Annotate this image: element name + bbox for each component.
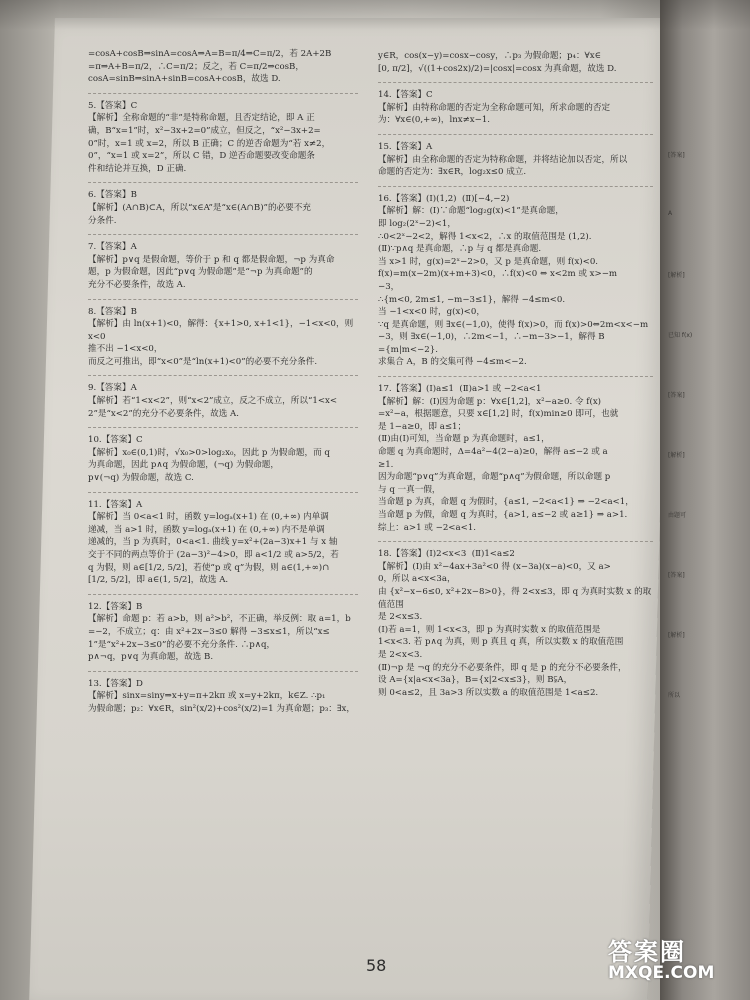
answer-item-q8 [88,306,358,369]
answer-line: 【解析】由特称命题的否定为全称命题可知，所求命题的否定 [378,102,611,113]
answer-line: [1/2, 5/2]，即 a∈(1, 5/2]，故选 A. [88,575,229,586]
answer-line: 递减，当 a>1 时，函数 y=logₐ(x+1) 在 (0,+∞) 内不是单调 [88,524,325,535]
adjacent-page-text: [解析] [668,272,685,279]
watermark-url: MXQE.COM [608,963,715,983]
answer-line: 【解析】命题 p：若 a>b，则 a²>b²，不正确，举反例：取 a=1，b [88,614,351,625]
answer-line: 15.【答案】A [378,141,433,152]
answer-line: q 为假，则 a∈[1/2, 5/2]，若使“p 或 q”为假，则 a∈(1,+∞)∩ [88,562,330,573]
answer-line: 【解析】当 0<a<1 时，函数 y=logₐ(x+1) 在 (0,+∞) 内单调 [88,512,329,523]
item-separator [378,134,653,135]
answer-line: 1<x<3. 若 p∧q 为真，则 p 真且 q 真，所以实数 x 的取值范围 [378,637,624,648]
answer-line: (Ⅱ)∵p∧q 是真命题，∴p 与 q 都是真命题. [378,244,542,255]
answer-line: 综上：a>1 或 −2<a<1. [378,522,477,533]
item-separator [378,82,653,83]
answer-item-q15 [378,141,653,179]
item-separator [88,299,358,300]
answer-line: 【解析】x₀∈(0,1)时，√x₀>0>log₂x₀，因此 p 为假命题，而 q [88,447,330,458]
answer-line: 当 x>1 时，g(x)=2ˣ−2>0，又 p 是真命题，则 f(x)<0. [378,256,599,267]
item-separator [88,375,358,376]
item-separator [378,186,653,187]
answer-item-q12 [88,601,358,664]
answer-line: 充分不必要条件，故选 A. [88,279,186,290]
answer-item-q6 [88,189,358,227]
answer-line: 8.【答案】B [88,306,137,317]
answer-line: 0，所以 a<x<3a， [378,574,456,585]
answer-line: (Ⅱ)¬p 是 ¬q 的充分不必要条件，即 q 是 p 的充分不必要条件， [378,662,627,673]
adjacent-page-text: [答案] [668,572,685,579]
answer-line: ∴0<2ˣ−2<2，解得 1<x<2，∴x 的取值范围是 (1,2). [378,231,592,242]
item-separator [88,492,358,493]
answer-line: (Ⅱ)由(Ⅰ)可知，当命题 p 为真命题时，a≤1， [378,434,550,445]
answer-item-q9 [88,382,358,420]
answer-item-q10 [88,434,358,484]
answer-line: =π⇒A+B=π/2，∴C=π/2；反之，若 C=π/2⇒cosB， [88,61,304,72]
answer-line: =−2，不成立；q：由 x²+2x−3≤0 解得 −3≤x≤1，所以“x≤ [88,626,330,637]
item-separator [88,182,358,183]
adjacent-page-text: 所以 [668,692,681,699]
answer-line: 11.【答案】A [88,499,143,510]
answer-line: 【解析】全称命题的“非”是特称命题，且否定结论，即 A 正 [88,113,315,124]
right-column [378,50,653,706]
answer-line: 当 −1<x<0 时，g(x)<0， [378,307,485,318]
answer-line: 为真命题，因此 p∧q 为假命题，(¬q) 为假命题， [88,460,279,471]
item-separator [88,594,358,595]
answer-line: 【解析】p∨q 是假命题，等价于 p 和 q 都是假命题，¬p 为真命 [88,254,335,265]
answer-line: 14.【答案】C [378,90,433,101]
answer-line: 13.【答案】D [88,678,143,689]
answer-line: 确，B“x=1”时，x²−3x+2=0”成立，但反之，“x²−3x+2= [88,125,321,136]
answer-line: 18.【答案】(Ⅰ)2<x<3 (Ⅱ)1<a≤2 [378,549,515,560]
answer-item-q7 [88,241,358,291]
answer-line: 16.【答案】(Ⅰ)(1,2) (Ⅱ)[−4,−2) [378,193,510,204]
top-shadow [0,0,750,30]
answer-line: 交于不同的两点等价于 (2a−3)²−4>0，即 a<1/2 或 a>5/2，若 [88,550,339,560]
answer-line: 递减的，当 p 为真时，0<a<1. 曲线 y=x²+(2a−3)x+1 与 x 轴 [88,537,338,548]
answer-line: 命题的否定为：∃x∈R，log₂x≤0 成立. [378,167,527,178]
answer-line: 当命题 p 为假，命题 q 为真时，{a>1, a≤−2 或 a≥1} ⇒ a>1. [378,510,628,520]
answer-line: =cosA+cosB⇒sinA=cosA⇒A=B=π/4⇒C=π/2，若 2A+2B [88,49,332,59]
adjacent-page-text: [答案] [668,152,685,159]
item-separator [88,93,358,94]
item-separator [378,541,653,542]
answer-line: y∈R，cos(x−y)=cosx−cosy，∴p₃ 为假命题；p₄：∀x∈ [378,51,601,61]
answer-item-q5 [88,100,358,176]
item-separator [88,671,358,672]
answer-line: 1”是“x²+2x−3≤0”的必要不充分条件. ∴p∧q， [88,639,276,650]
answer-line: 7.【答案】A [88,242,137,253]
answer-line: −3，则 ∃x∈(−1,0)，∴2m<−1，∴−m−3>−1，解得 B [378,332,605,343]
answer-item-q16 [378,193,653,369]
adjacent-page-text: [答案] [668,392,685,399]
answer-line: 件和结论并互换，D 正确. [88,163,187,174]
answer-line: 6.【答案】B [88,190,137,201]
item-separator [88,234,358,235]
answer-line: 10.【答案】C [88,435,143,446]
answer-line: 因为命题“p∨q”为真命题，命题“p∧q”为假命题，所以命题 p [378,472,611,483]
item-separator [88,427,358,428]
answer-line: 求集合 A，B 的交集可得 −4≤m<−2. [378,357,527,368]
answer-line: 【解析】解：(Ⅰ)因为命题 p：∀x∈[1,2]，x²−a≥0. 令 f(x) [378,396,602,407]
answer-item-q14 [378,89,653,127]
answer-line: 2”是“x<2”的充分不必要条件，故选 A. [88,408,239,419]
answer-item-cont-13 [378,50,653,75]
answer-line: 5.【答案】C [88,100,138,111]
answer-line: 【解析】(Ⅰ)由 x²−4ax+3a²<0 得 (x−3a)(x−a)<0，又 a> [378,561,611,572]
adjacent-page-text: [解析] [668,632,685,639]
answer-line: p∨(¬q) 为假命题，故选 C. [88,473,194,484]
adjacent-page-text: A [668,210,673,217]
answer-line: 分条件. [88,215,117,226]
answer-line: 0”时，x=1 或 x=2，所以 B 正确；C 的逆否命题为“若 x≠2， [88,138,331,149]
answer-line: ∵q 是真命题，则 ∃x∈(−1,0)，使得 f(x)>0，而 f(x)>0⇔2m<x<−m [378,319,649,330]
answer-line: 推不出 −1<x<0， [88,344,163,355]
answer-line: cosA=sinB⇒sinA+sinB=cosA+cosB，故选 D. [88,74,281,85]
answer-line: [0, π/2]，√((1+cos2x)/2)=|cosx|=cosx 为真命题，故选 D. [378,63,617,74]
answer-line: −3， [378,281,400,292]
answer-line: 即 log₂(2ˣ−2)<1， [378,218,456,229]
answer-line: 命题 q 为真命题时，Δ=4a²−4(2−a)≥0，解得 a≤−2 或 a [378,447,608,458]
left-column [88,48,358,723]
answer-line: 【解析】由全称命题的否定为特称命题，并将结论加以否定，所以 [378,154,628,165]
answer-line: 【解析】sinx=siny⇒x+y=π+2kπ 或 x=y+2kπ，k∈Z. ∴p₁ [88,691,326,702]
answer-line: ≥1. [378,459,394,470]
page-number: 58 [366,956,387,975]
answer-line: 【解析】解：(Ⅰ)∵命题“log₂g(x)<1”是真命题， [378,206,564,217]
answer-line: 当命题 p 为真，命题 q 为假时，{a≤1, −2<a<1} ⇒ −2<a<1， [378,497,634,508]
watermark-logo [608,932,746,992]
answer-line: 与 q 一真一假， [378,484,441,495]
answer-line: 17.【答案】(Ⅰ)a≤1 (Ⅱ)a>1 或 −2<a<1 [378,384,542,395]
answer-line: 是 1−a≥0，即 a≤1； [378,421,467,432]
answer-line: 则 0<a≤2，且 3a>3 所以实数 a 的取值范围是 1<a≤2. [378,687,599,698]
answer-line: f(x)=m(x−2m)(x+m+3)<0，∴f(x)<0 ⇔ x<2m 或 x>−m [378,269,618,280]
answer-line: 题，p 为假命题，因此“p∨q 为假命题”是“¬p 为真命题”的 [88,267,313,278]
answer-line: p∧¬q，p∨q 为真命题，故选 B. [88,652,214,663]
adjacent-page-text: 已知 f(x) [668,332,693,339]
adjacent-page-text: 由题可 [668,512,687,519]
answer-line: 【解析】由 ln(x+1)<0，解得：{x+1>0, x+1<1}，−1<x<0，则 x<0 [88,319,356,342]
answer-item-q13 [88,678,358,716]
answer-line: 设 A={x|a<x<3a}，B={x|2<x≤3}，则 B⫋A， [378,675,573,686]
answer-line: 由 {x²−x−6≤0, x²+2x−8>0}，得 2<x≤3，即 q 为真时实数 x 的取值范围 [378,586,652,610]
item-separator [378,376,653,377]
watermark-title: 答案圈 [608,938,686,966]
answer-line: 12.【答案】B [88,601,143,612]
answer-item-q11 [88,499,358,587]
answer-line: 是 2<x≤3. [378,612,423,623]
adjacent-page-edge [660,0,750,1000]
answer-line: 为：∀x∈(0,+∞)，lnx≠x−1. [378,115,491,126]
answer-line: (Ⅰ)若 a=1，则 1<x<3，即 p 为真时实数 x 的取值范围是 [378,624,601,635]
answer-line: 0”，“x=1 或 x=2”，所以 C 错，D 逆否命题要改变命题条 [88,151,315,162]
answer-line: 而反之可推出，即“x<0”是“ln(x+1)<0”的必要不充分条件. [88,356,318,367]
adjacent-page-text: [解析] [668,452,685,459]
answer-line: ∴{m<0, 2m≤1, −m−3≤1}，解得 −4≤m<0. [378,294,566,305]
answer-line: ={m|m<−2}. [378,344,438,355]
answer-item-cont-4 [88,48,358,86]
answer-line: 【解析】若“1<x<2”，则“x<2”成立，反之不成立，所以“1<x< [88,396,338,407]
answer-item-q18 [378,548,653,699]
answer-line: =x²−a，根据题意，只要 x∈[1,2] 时，f(x)min≥0 即可，也就 [378,409,619,420]
answer-item-q17 [378,383,653,534]
answer-line: 是 2<x<3. [378,649,423,660]
answer-line: 【解析】(A∩B)⊂A，所以“x∈A”是“x∈(A∩B)”的必要不充 [88,202,311,213]
answer-line: 9.【答案】A [88,383,137,394]
answer-line: 为假命题；p₂：∀x∈R，sin²(x/2)+cos²(x/2)=1 为真命题；p₃：∃x， [88,703,355,714]
